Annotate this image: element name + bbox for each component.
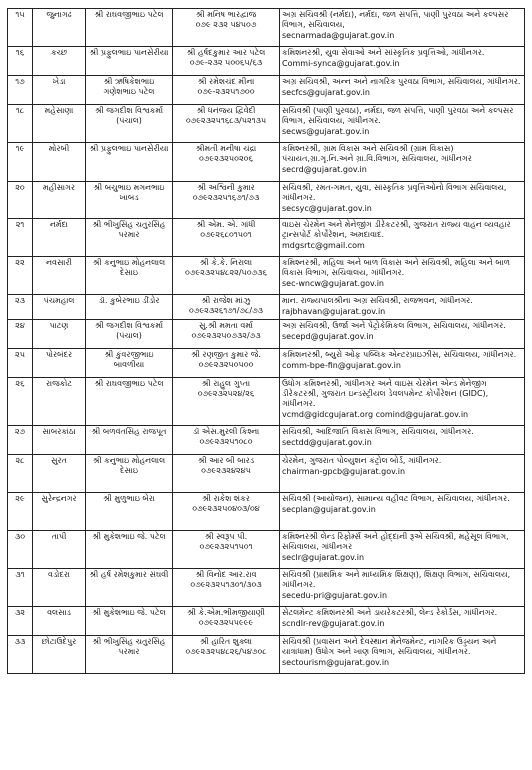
officer-phone: ૦૭૯૨૩૨૫૧૬૮૩/૫૨૧૩૫ — [185, 116, 267, 125]
table-row — [8, 105, 525, 143]
department-text: કમિશ્નરશ્રી, મહિલા અને બાળ વિકાસ અને સચિવશ્રી, મહિલા અને બાળ વિકાસ વિભાગ, સચિવાલય, ગાંધીનગર. — [282, 258, 510, 277]
department-text: અગ્ર સચિવશ્રી, ઉર્જા અને પેટ્રોકેમિકલ વિભાગ, સચિવાલય, ગાંધીનગર. — [282, 321, 506, 330]
department-text: સચિવશ્રી (આયોજન), સામાન્ય વહીવટ વિભાગ, સચિવાલય, ગાંધીનગર. — [282, 494, 510, 503]
table-row — [8, 320, 525, 349]
table-row — [8, 493, 525, 531]
department-cell — [280, 349, 525, 378]
officer-name: શ્રીમતી મનીષા ચંદ્રા — [195, 144, 257, 153]
officer-cell — [173, 143, 280, 182]
department-text: સચિવશ્રી (પ્રવાસન અને દેવસ્થાન મેનેજમેન્ટ, નાગરિક ઉડ્ડયન અને યાત્રાધામ) ઉધોગ અને ખાણ વિભાગ, સચિવાલય, ગાંધીનગર. — [282, 637, 497, 656]
email-link[interactable]: secws@gujarat.gov.in — [282, 127, 370, 136]
table-row — [8, 531, 525, 569]
table-row — [8, 349, 525, 378]
department-cell — [280, 219, 525, 257]
officer-name: શ્રી રાહુલ ગુપ્તા — [201, 379, 251, 388]
department-cell — [280, 9, 525, 47]
table-row — [8, 182, 525, 219]
department-text: ચેરમેન, ગુજરાત પોલ્યુશન કંટ્રોલ બોર્ડ, ગાંધીનગર. — [282, 456, 442, 465]
district-cell: જુનાગઢ — [33, 9, 86, 47]
district-cell: મહીસાગર — [33, 182, 86, 219]
serial-number-cell: ૨૧ — [8, 219, 33, 257]
table-row — [8, 47, 525, 76]
department-cell — [280, 531, 525, 569]
officer-cell — [173, 636, 280, 674]
officer-name: શ્રી હર્ષદકુમાર આર પટેલ — [186, 48, 266, 57]
serial-number-cell: ૨૩ — [8, 295, 33, 320]
officer-name: શ્રી હારિત શુક્લા — [199, 637, 252, 646]
minister-cell: શ્રી પ્રફુલભાઇ પાનસેરીયા — [86, 143, 173, 182]
officer-cell — [173, 295, 280, 320]
officer-name: શ્રી મનિષ ભારદ્વાજ — [195, 10, 257, 19]
officer-phone: ૦૭૯૨૩૨૫૧૫૦૧ — [199, 542, 253, 551]
serial-number-cell: ૩૨ — [8, 607, 33, 636]
department-text: કમિશ્નરશ્રી લેન્ડ રિફોર્મ્સ અને હોદ્દાની રૂએ સચિવશ્રી, મહેસૂલ વિભાગ, સચિવાલય, ગાંધીનગર — [282, 532, 509, 551]
table-row — [8, 219, 525, 257]
officer-phone: ૦૭૯૨૩૨૫૦૪૦૩/૦૪ — [192, 504, 260, 513]
serial-number-cell: ૧૭ — [8, 76, 33, 105]
officer-cell — [173, 320, 280, 349]
serial-number-cell: ૧૯ — [8, 143, 33, 182]
department-text: કમિશનરશ્રી, યુવા સેવાઓ અને સાંસ્કૃતિક પ્રવૃત્તિઓ, ગાંધીનગર. — [282, 48, 485, 57]
serial-number-cell: ૩૦ — [8, 531, 33, 569]
email-link[interactable]: secsyc@gujarat.gov.in — [282, 204, 372, 213]
minister-cell: શ્રી કનુભાઇ મોહનલાલ દેસાઇ — [86, 257, 173, 295]
district-cell: પાટણ — [33, 320, 86, 349]
table-row — [8, 636, 525, 674]
department-cell — [280, 320, 525, 349]
district-cell: નવસારી — [33, 257, 86, 295]
department-text: અગ્ર સચિવશ્રી (નર્મદા), નર્મદા, જળ સંપત્તિ, પાણી પુરવઠા અને કલ્પસર વિભાગ, સચિવાલય, — [282, 10, 509, 29]
email-link[interactable]: secrd@gujarat.gov.in — [282, 165, 367, 174]
department-text: માન. રાજ્યપાલશ્રીના અગ્ર સચિવશ્રી, રાજભવન, ગાંધીનગર. — [282, 296, 473, 305]
email-link[interactable]: sec-wncw@gujarat.gov.in — [282, 279, 384, 288]
district-cell: પોરબંદર — [33, 349, 86, 378]
department-cell — [280, 105, 525, 143]
district-cell: સાબરકાંઠા — [33, 426, 86, 455]
officer-name: શ્રી ધનંજય દ્વિવેદી — [196, 106, 256, 115]
serial-number-cell: ૨૮ — [8, 455, 33, 493]
serial-number-cell: ૨૨ — [8, 257, 33, 295]
department-cell — [280, 295, 525, 320]
serial-number-cell: ૨૦ — [8, 182, 33, 219]
officer-name: સુ.શ્રી મમતા વર્મા — [198, 321, 254, 330]
officer-name: શ્રી એમ. એ. ગાંધી — [196, 220, 256, 229]
minister-cell: શ્રી મુકેશભાઇ જે. પટેલ — [86, 531, 173, 569]
minister-cell: શ્રી હર્ષ રમેશકુમાર સંઘવી — [86, 569, 173, 607]
minister-cell: શ્રી ભીખુસિંહ ચતુરસિંહ પરમાર — [86, 219, 173, 257]
officer-name: શ્રી સ્વરૂપ પી. — [204, 532, 248, 541]
minister-cell: શ્રી રાઘવજીભાઇ પટેલ — [86, 378, 173, 426]
email-link[interactable]: vcmd@gidcgujarat.org comind@gujarat.gov.in — [282, 410, 469, 419]
district-cell: તાપી — [33, 531, 86, 569]
minister-cell: શ્રી મુકેશભાઇ જે. પટેલ — [86, 607, 173, 636]
officer-cell — [173, 607, 280, 636]
department-text: સચિવશ્રી (પાણી પુરવઠા), નર્મદા, જળ સંપત્તિ, પાણી પુરવઠા અને કલ્પસર વિભાગ, સચિવાલય, ગાંધીનગર. — [282, 106, 514, 125]
officer-cell — [173, 76, 280, 105]
email-link[interactable]: Commi-synca@gujarat.gov.in — [282, 59, 400, 68]
department-cell — [280, 257, 525, 295]
table-row — [8, 426, 525, 455]
district-cell: રાજકોટ — [33, 378, 86, 426]
district-cell: ખેડા — [33, 76, 86, 105]
officer-phone: ૦૭૯૨૩૨૫૦૫૦૦ — [198, 360, 254, 369]
department-text: વાઇસ ચેરમેન અને મેનેજીંગ ડીરેકટરશ્રી, ગુજરાત રાજ્ય વાહન વ્યવહાર ટ્રાન્સપોર્ટ કોર્પોરેશન, અમદાવાદ. — [282, 220, 511, 239]
table-row — [8, 455, 525, 493]
officer-phone: ૦૭૯૨૩૨૫૧૬૭૧/૭૩ — [192, 193, 260, 202]
officer-cell — [173, 455, 280, 493]
serial-number-cell: ૧૮ — [8, 105, 33, 143]
district-cell: પંચમહાલ — [33, 295, 86, 320]
officer-cell — [173, 182, 280, 219]
table-row — [8, 378, 525, 426]
officer-name: શ્રી કે.એમ.ભીમજીયાણી — [187, 608, 265, 617]
district-cell: કચ્છ — [33, 47, 86, 76]
officer-name: શ્રી રાકેશ શંકર — [202, 494, 250, 503]
department-cell — [280, 47, 525, 76]
minister-cell: શ્રી મુળુભાઇ બેરા — [86, 493, 173, 531]
email-link[interactable]: sectourism@gujarat.gov.in — [282, 658, 390, 667]
table-row — [8, 295, 525, 320]
officer-name: ડૉ એસ.મુરલી કિશ્ના — [192, 427, 260, 436]
officer-phone: ૦૭૯ ૨૩૨ ૫૪૫૦૭ — [195, 20, 257, 29]
email-link[interactable]: secplan@gujarat.gov.in — [282, 505, 376, 514]
officer-phone: ૦૭૯૨૩૨૫૨૪/૨૬ — [197, 389, 255, 398]
email-link[interactable]: rajbhavan@gujarat.gov.in — [282, 307, 386, 316]
officer-phone: ૦૭૯૨૬૮૦૧૫૦૧ — [200, 230, 252, 239]
department-cell — [280, 143, 525, 182]
department-text: સચિવશ્રી, આદિજાતિ વિકાસ વિભાગ, સચિવાલય, ગાંધીનગર. — [282, 427, 474, 436]
serial-number-cell: ૨૪ — [8, 320, 33, 349]
department-cell — [280, 569, 525, 607]
officer-phone: ૦૭૯૨૩૨૫૪૮૨૬/૫૪૭૦૮ — [185, 647, 267, 656]
officer-cell — [173, 105, 280, 143]
officer-phone: ૦૭૯૨૩૨૫૧૩૦૧/૩૦૩ — [190, 580, 262, 589]
district-cell: નર્મદા — [33, 219, 86, 257]
minister-cell: શ્રી જગદીશ વિશ્વકર્મા (પંચાલ) — [86, 320, 173, 349]
department-cell — [280, 76, 525, 105]
email-link[interactable]: chairman-gpcb@gujarat.gov.in — [282, 467, 406, 476]
officer-phone: ૦૭૯૨૩૨૪૨૪૫ — [201, 466, 251, 475]
email-link[interactable]: secedu-pri@gujarat.gov.in — [282, 591, 388, 600]
minister-cell: શ્રી બળવંતસિંહ રાજપૂત — [86, 426, 173, 455]
district-cell: છોટાઉદેપુર — [33, 636, 86, 674]
table-row — [8, 569, 525, 607]
officer-cell — [173, 9, 280, 47]
table-row — [8, 76, 525, 105]
officer-name: શ્રી રણજીત કુમાર જે. — [191, 350, 261, 359]
email-link[interactable]: sectdd@gujarat.gov.in — [282, 438, 372, 447]
serial-number-cell: ૩૧ — [8, 569, 33, 607]
email-link[interactable]: seclr@gujarat.gov.in — [282, 553, 365, 562]
department-cell — [280, 493, 525, 531]
table-row — [8, 607, 525, 636]
district-cell: વલસાડ — [33, 607, 86, 636]
officers-table-body — [8, 9, 525, 674]
officer-cell — [173, 493, 280, 531]
serial-number-cell: ૩૩ — [8, 636, 33, 674]
officer-name: શ્રી રાજેશ માંઝુ — [201, 296, 251, 305]
officer-cell — [173, 219, 280, 257]
officer-name: શ્રી આર બી બારડ — [197, 456, 255, 465]
officer-cell — [173, 47, 280, 76]
officer-cell — [173, 531, 280, 569]
email-link[interactable]: comm-bpe-fin@gujarat.gov.in — [282, 361, 401, 370]
officer-cell — [173, 349, 280, 378]
minister-cell: શ્રી રાઘવજીભાઇ પટેલ — [86, 9, 173, 47]
officer-phone: ૦૭૯૨૩૨૫૦૭૩૨/૭૩ — [191, 331, 261, 340]
district-cell: મહેસાણા — [33, 105, 86, 143]
officer-phone: ૦૭૯૨૩૨૫૧૦૮૦ — [199, 437, 253, 446]
email-link[interactable]: secfcs@gujarat.gov.in — [282, 88, 370, 97]
serial-number-cell: ૨૫ — [8, 349, 33, 378]
officer-phone: ૦૭૯૨૩૨૫૦૨૦૬ — [199, 154, 253, 163]
department-text: અગ્ર સચિવશ્રી, અન્ન અને નાગરિક પુરવઠા વિભાગ, સચિવાલય, ગાંધીનગર. — [282, 77, 521, 86]
officer-phone: ૦૭૯-૨૩૨ ૫૦૦૬૫/૬૩ — [189, 58, 263, 67]
department-text: સચિવશ્રી (પ્રાથમિક અને માધ્યમિક શિક્ષણ), શિક્ષણ વિભાગ, સચિવાલય, ગાંધીનગર. — [282, 570, 511, 589]
serial-number-cell: ૧૬ — [8, 47, 33, 76]
officer-phone: ૦૭૯-૨૩૨૫૧૭૦૦ — [197, 87, 255, 96]
district-cell: સુરેન્દ્રનગર — [33, 493, 86, 531]
minister-cell: શ્રી ભીખુસિંહ ચતુરસિંહ પરમાર — [86, 636, 173, 674]
officer-cell — [173, 426, 280, 455]
officer-phone: ૦૭૯૨૩૨૬૧૭૧/૭૮/૭૩ — [189, 306, 263, 315]
table-row — [8, 143, 525, 182]
district-cell: મોરબી — [33, 143, 86, 182]
email-link[interactable]: mdgsrtc@gmail.com — [282, 241, 365, 250]
officer-cell — [173, 257, 280, 295]
serial-number-cell: ૧૫ — [8, 9, 33, 47]
district-cell: સુરત — [33, 455, 86, 493]
officer-name: શ્રી અશ્વિની કુમાર — [197, 183, 255, 192]
table-row — [8, 257, 525, 295]
minister-cell: શ્રી પ્રફુલભાઇ પાનસેરીયા — [86, 47, 173, 76]
officer-phone: ૦૭૯૨૩૨૫૪૮૨૨/૫૦૭૩૬ — [185, 268, 267, 277]
email-link[interactable]: scndlr-rev@gujarat.gov.in — [282, 619, 385, 628]
officer-name: શ્રી વિનોદ આર.રાવ — [195, 570, 257, 579]
serial-number-cell: ૨૭ — [8, 426, 33, 455]
officers-table — [7, 8, 525, 674]
department-cell — [280, 607, 525, 636]
table-row — [8, 9, 525, 47]
serial-number-cell: ૨૬ — [8, 378, 33, 426]
department-text: કમિશનરશ્રી, બ્યુરો ઓફ પબ્લિક એન્ટરપ્રાઇઝીસ, સચિવાલય, ગાંધીનગર. — [282, 350, 517, 359]
department-text: કમિશ્નરશ્રી, ગ્રામ વિકાસ અને સચિવશ્રી (ગ્રામ વિકાસ) પંચાયત,ગ્રા.ગૃ.નિ.અને ગ્રા.વિ.વિભાગ, સચિવાલય, ગાંધીનગર — [282, 144, 472, 163]
district-cell: વડોદરા — [33, 569, 86, 607]
department-cell — [280, 455, 525, 493]
department-cell — [280, 182, 525, 219]
department-cell — [280, 636, 525, 674]
officer-cell — [173, 378, 280, 426]
minister-cell: ડૉ. કુબેરભાઇ ડીંડોર — [86, 295, 173, 320]
minister-cell: શ્રી જગદીશ વિશ્વકર્મા (પંચાલ) — [86, 105, 173, 143]
department-text: સેટલમેન્ટ કમિશનરશ્રી અને ડાયરેકટરશ્રી, લેન્ડ રેકોર્ડસ, ગાંધીનગર. — [282, 608, 498, 617]
department-text: સચિવશ્રી, રમત-ગમત, યુવા, સાંસ્કૃતિક પ્રવૃત્તિઓનો વિભાગ સચિવાલય, ગાંધીનગર. — [282, 183, 507, 202]
officer-name: શ્રી કે.કે. નિરાલા — [199, 258, 253, 267]
minister-cell: શ્રી ઋષિકેશભાઇ ગણેશભાઇ પટેલ — [86, 76, 173, 105]
email-link[interactable]: secnarmada@gujarat.gov.in — [282, 31, 395, 40]
minister-cell: શ્રી બચુભાઇ મગનભાઇ ખાબડ — [86, 182, 173, 219]
minister-cell: શ્રી કનુભાઇ મોહનલાલ દેસાઇ — [86, 455, 173, 493]
officer-cell — [173, 569, 280, 607]
department-text: ઉધોગ કમિશ્નરશ્રી, ગાંધીનગર અને વાઇસ ચેરમેન એન્ડ મેનેજીંગ ડીરેકટરશ્રી, ગુજરાત ઇન્ડસ્ટ્રીયલ ડેવલપમેન્ટ કોર્પોરેશન (GIDC), ગાંધીનગર. — [282, 379, 489, 408]
minister-cell: શ્રી કુંવરજીભાઇ બાવળીયા — [86, 349, 173, 378]
department-cell — [280, 426, 525, 455]
email-link[interactable]: secepd@gujarat.gov.in — [282, 332, 374, 341]
department-cell — [280, 378, 525, 426]
officer-phone: ૦૭૯૨૩૨૫૫૯૯૯ — [198, 618, 254, 627]
serial-number-cell: ૨૯ — [8, 493, 33, 531]
officer-name: શ્રી રમેશચંદ મીના — [197, 77, 255, 86]
